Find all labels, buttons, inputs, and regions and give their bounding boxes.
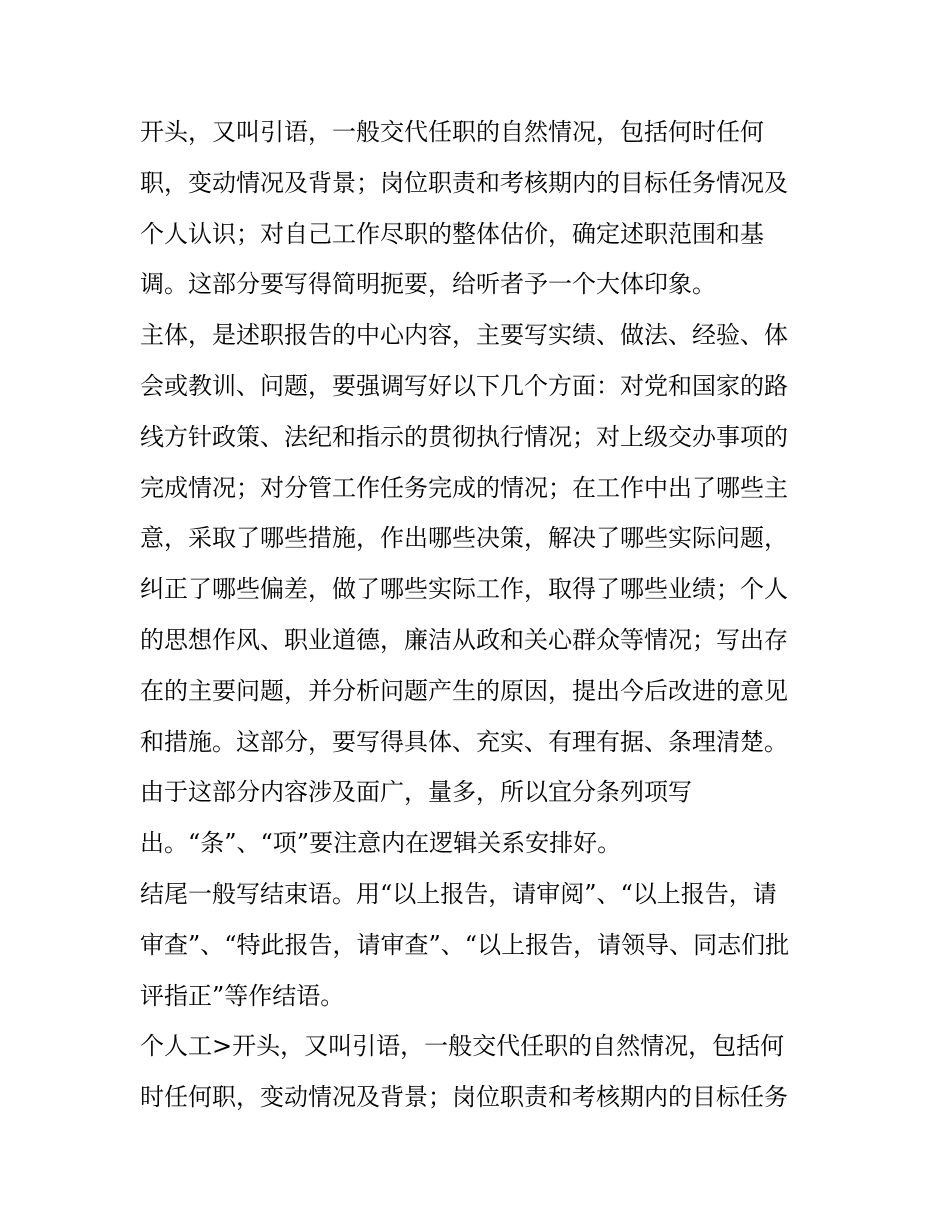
text-line: 开头，又叫引语，一般交代任职的自然情况，包括何时任何 xyxy=(140,118,764,146)
body-text xyxy=(140,107,820,1123)
text-line: 审查”、“特此报告，请审查”、“以上报告，请领导、同志们批 xyxy=(140,930,790,959)
text-line: 和措施。这部分，要写得具体、充实、有理有据、条理清楚。 xyxy=(140,727,788,756)
text-line: 主体，是述职报告的中心内容，主要写实绩、做法、经验、体 xyxy=(140,321,788,350)
text-line: 评指正”等作结语。 xyxy=(140,981,345,1010)
text-line: 时任何职，变动情况及背景；岗位职责和考核期内的目标任务 xyxy=(140,1083,788,1112)
text-line: 结尾一般写结束语。用“以上报告，请审阅”、“以上报告，请 xyxy=(140,879,777,908)
text-line: 出。“条”、“项”要注意内在逻辑关系安排好。 xyxy=(140,829,622,858)
text-line: 线方针政策、法纪和指示的贯彻执行情况；对上级交办事项的 xyxy=(140,422,788,451)
text-line: 的思想作风、职业道德，廉洁从政和关心群众等情况；写出存 xyxy=(140,625,788,654)
text-line: 调。这部分要写得简明扼要，给听者予一个大体印象。 xyxy=(140,270,716,299)
text-line: 职，变动情况及背景；岗位职责和考核期内的目标任务情况及 xyxy=(140,168,788,197)
text-line: 个人工>开头，又叫引语，一般交代任职的自然情况，包括何 xyxy=(140,1032,785,1061)
text-line: 意，采取了哪些措施，作出哪些决策，解决了哪些实际问题， xyxy=(140,524,788,553)
text-line: 完成情况；对分管工作任务完成的情况；在工作中出了哪些主 xyxy=(140,473,788,502)
text-line: 会或教训、问题，要强调写好以下几个方面：对党和国家的路 xyxy=(140,371,788,400)
text-line: 在的主要问题，并分析问题产生的原因，提出今后改进的意见 xyxy=(140,676,788,705)
text-line: 纠正了哪些偏差，做了哪些实际工作，取得了哪些业绩；个人 xyxy=(140,575,788,604)
text-line: 个人认识；对自己工作尽职的整体估价，确定述职范围和基 xyxy=(140,219,764,248)
text-line: 由于这部分内容涉及面广，量多，所以宜分条列项写 xyxy=(140,778,692,807)
